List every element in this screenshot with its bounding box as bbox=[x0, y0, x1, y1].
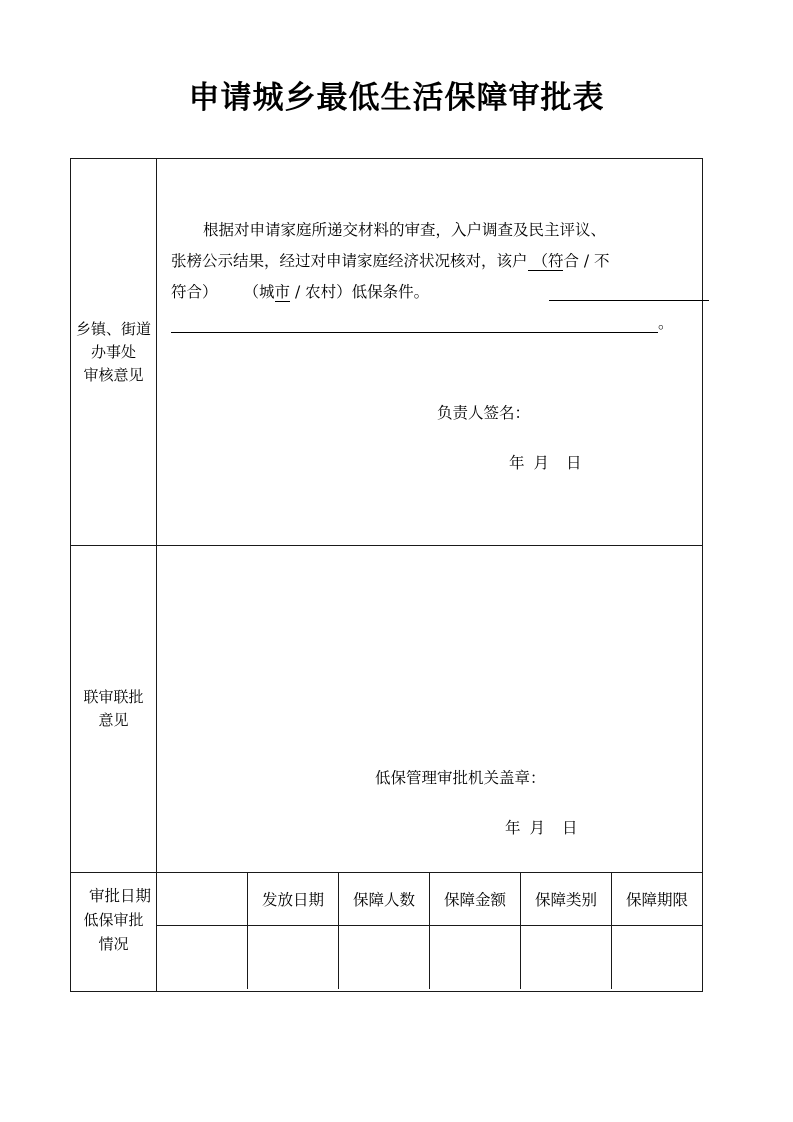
section-approval-status bbox=[71, 873, 702, 991]
approval-form-table bbox=[70, 158, 703, 992]
joint-date-year: 年 bbox=[505, 819, 521, 837]
joint-label-line-1: 联审联批 bbox=[83, 688, 144, 706]
value-cell-category[interactable] bbox=[521, 926, 612, 989]
joint-review-label-cell bbox=[71, 546, 157, 872]
paragraph-line-2-text-c: 合 / 不 bbox=[563, 252, 610, 270]
value-cell-period[interactable] bbox=[612, 926, 702, 989]
value-cell-approve-date[interactable] bbox=[157, 926, 248, 989]
joint-date-line bbox=[157, 814, 702, 842]
approve-date-header: 审批日期 bbox=[89, 887, 152, 905]
header-cell-category: 保障类别 bbox=[521, 873, 612, 925]
township-review-paragraph bbox=[171, 215, 691, 339]
paragraph-line-2-text-a: 张榜公示结果，经过对申请家庭经济状况核对，该户 bbox=[171, 252, 528, 270]
paragraph-line-3-text-d: / 农村）低保条件。 bbox=[290, 283, 430, 301]
joint-stamp-block bbox=[157, 764, 702, 842]
header-cell-amount: 保障金额 bbox=[430, 873, 521, 925]
approval-status-header-row bbox=[157, 873, 702, 926]
joint-date-month: 月 bbox=[529, 819, 546, 837]
township-review-content-cell bbox=[157, 159, 702, 545]
township-date-line bbox=[157, 449, 702, 477]
approval-status-cells bbox=[157, 873, 702, 991]
paragraph-line-2-underlined: （符 bbox=[527, 252, 564, 270]
approval-status-grid bbox=[71, 873, 702, 991]
paragraph-blank-underline-1[interactable] bbox=[549, 300, 709, 301]
township-review-label-cell bbox=[71, 159, 157, 545]
joint-date-day: 日 bbox=[562, 819, 578, 837]
paragraph-line-1 bbox=[171, 215, 691, 246]
paragraph-line-4-period: 。 bbox=[658, 314, 674, 332]
paragraph-line-1-text: 根据对申请家庭所递交材料的审查，入户调查及民主评议、 bbox=[203, 221, 607, 239]
township-signature-label: 负责人签名： bbox=[437, 404, 531, 422]
joint-review-label bbox=[83, 686, 143, 732]
township-date-month: 月 bbox=[533, 454, 550, 472]
township-label-line-1: 乡镇、街道 bbox=[75, 319, 151, 338]
township-date-day: 日 bbox=[566, 454, 582, 472]
joint-stamp-label: 低保管理审批机关盖章： bbox=[375, 769, 546, 787]
joint-label-line-2: 意见 bbox=[98, 711, 129, 729]
section-township-review bbox=[71, 159, 702, 546]
approval-label-line-2: 情况 bbox=[98, 935, 129, 953]
page-title: 申请城乡最低生活保障审批表 bbox=[188, 80, 605, 116]
township-label-line-3: 审核意见 bbox=[83, 365, 144, 384]
header-cell-period: 保障期限 bbox=[625, 891, 688, 909]
township-signature-block bbox=[157, 399, 702, 477]
header-cell-approve-date bbox=[157, 873, 248, 925]
joint-review-content-cell[interactable] bbox=[157, 546, 702, 872]
value-cell-issue-date[interactable] bbox=[248, 926, 339, 989]
header-cell-people-count: 保障人数 bbox=[339, 873, 430, 925]
paragraph-line-3 bbox=[171, 277, 691, 308]
paragraph-line-3-underlined: 市 bbox=[274, 283, 291, 301]
approval-status-label bbox=[83, 908, 143, 956]
paragraph-blank-underline-2[interactable] bbox=[171, 332, 658, 333]
approval-status-value-row bbox=[157, 926, 702, 989]
paragraph-line-4 bbox=[171, 308, 691, 339]
township-date-year: 年 bbox=[509, 454, 525, 472]
section-joint-review bbox=[71, 546, 702, 873]
header-cell-issue-date: 发放日期 bbox=[248, 873, 339, 925]
paragraph-line-3-text-b: （城 bbox=[243, 283, 275, 301]
township-label-line-2: 办事处 bbox=[90, 342, 136, 361]
paragraph-line-2 bbox=[171, 246, 691, 277]
value-cell-amount[interactable] bbox=[430, 926, 521, 989]
approval-label-line-1: 低保审批 bbox=[83, 911, 144, 929]
paragraph-line-3-text-a: 符合） bbox=[171, 283, 218, 301]
township-review-label bbox=[76, 318, 151, 387]
value-cell-people-count[interactable] bbox=[339, 926, 430, 989]
